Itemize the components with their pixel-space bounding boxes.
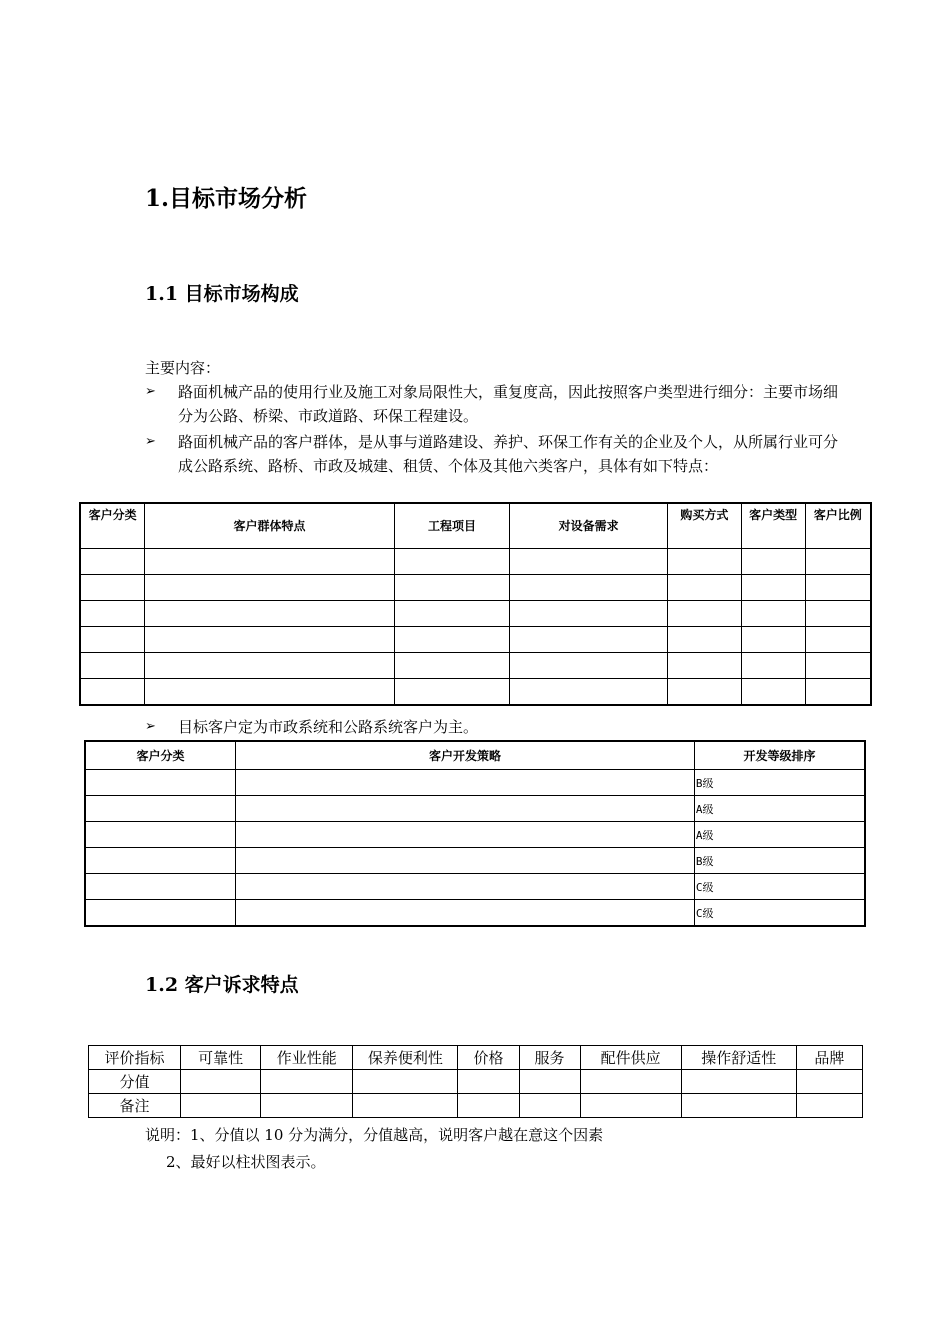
evaluation-table xyxy=(88,1045,863,1118)
header-cell: 客户分类 xyxy=(85,741,236,770)
table-header-row xyxy=(85,741,865,770)
heading-1-2: 1.2 客户诉求特点 xyxy=(145,974,299,996)
header-cell: 评价指标 xyxy=(89,1046,181,1070)
table-row xyxy=(85,848,865,874)
arrow-bullet-icon: ➢ xyxy=(145,384,156,399)
header-cell: 配件供应 xyxy=(580,1046,681,1070)
header-cell: 服务 xyxy=(519,1046,580,1070)
bullet-item-2 xyxy=(145,430,845,478)
table-row xyxy=(89,1094,863,1118)
note-line-1: 说明：1、分值以 10 分为满分，分值越高，说明客户越在意这个因素 xyxy=(145,1126,604,1144)
header-cell: 保养便利性 xyxy=(353,1046,458,1070)
header-cell: 品牌 xyxy=(796,1046,862,1070)
table-row xyxy=(80,653,871,679)
development-strategy-table xyxy=(84,740,866,927)
table-row xyxy=(85,796,865,822)
level-cell: B级 xyxy=(694,770,865,796)
level-cell: A级 xyxy=(694,796,865,822)
table-row xyxy=(80,601,871,627)
bullet-text: 路面机械产品的客户群体，是从事与道路建设、养护、环保工作有关的企业及个人，从所属行业可分成公路系统、路桥、市政及城建、租赁、个体及其他六类客户，具体有如下特点： xyxy=(178,433,839,475)
header-cell: 客户分类 xyxy=(80,503,145,549)
intro-text: 主要内容： xyxy=(145,359,221,377)
level-cell: A级 xyxy=(694,822,865,848)
bullet-item-3 xyxy=(145,715,845,739)
header-cell: 可靠性 xyxy=(181,1046,261,1070)
bullet-text: 目标客户定为市政系统和公路系统客户为主。 xyxy=(178,718,479,736)
header-cell: 工程项目 xyxy=(394,503,510,549)
table-row xyxy=(85,822,865,848)
header-cell: 操作舒适性 xyxy=(681,1046,796,1070)
note-line-2: 2、最好以柱状图表示。 xyxy=(166,1153,326,1171)
table-row xyxy=(85,874,865,900)
header-cell: 开发等级排序 xyxy=(694,741,865,770)
bullet-text: 路面机械产品的使用行业及施工对象局限性大，重复度高，因此按照客户类型进行细分：主要市场细分为公路、桥梁、市政道路、环保工程建设。 xyxy=(178,383,839,425)
row-label: 分值 xyxy=(89,1070,181,1094)
table-header-row xyxy=(80,503,871,549)
table-row xyxy=(89,1070,863,1094)
header-cell: 作业性能 xyxy=(261,1046,353,1070)
header-cell: 客户开发策略 xyxy=(236,741,695,770)
table-row xyxy=(80,575,871,601)
level-cell: C级 xyxy=(694,874,865,900)
heading-1: 1.目标市场分析 xyxy=(145,185,308,212)
header-cell: 客户类型 xyxy=(741,503,805,549)
table-row xyxy=(80,549,871,575)
table-row xyxy=(85,770,865,796)
customer-segment-table xyxy=(79,502,872,706)
heading-1-1: 1.1 目标市场构成 xyxy=(145,283,299,305)
table-row xyxy=(80,627,871,653)
table-header-row xyxy=(89,1046,863,1070)
table-row xyxy=(80,679,871,706)
header-cell: 对设备需求 xyxy=(510,503,668,549)
row-label: 备注 xyxy=(89,1094,181,1118)
bullet-item-1 xyxy=(145,380,845,428)
table-row xyxy=(85,900,865,927)
header-cell: 购买方式 xyxy=(667,503,741,549)
header-cell: 客户群体特点 xyxy=(145,503,394,549)
header-cell: 客户比例 xyxy=(805,503,871,549)
arrow-bullet-icon: ➢ xyxy=(145,434,156,449)
level-cell: C级 xyxy=(694,900,865,927)
level-cell: B级 xyxy=(694,848,865,874)
arrow-bullet-icon: ➢ xyxy=(145,719,156,734)
header-cell: 价格 xyxy=(458,1046,519,1070)
